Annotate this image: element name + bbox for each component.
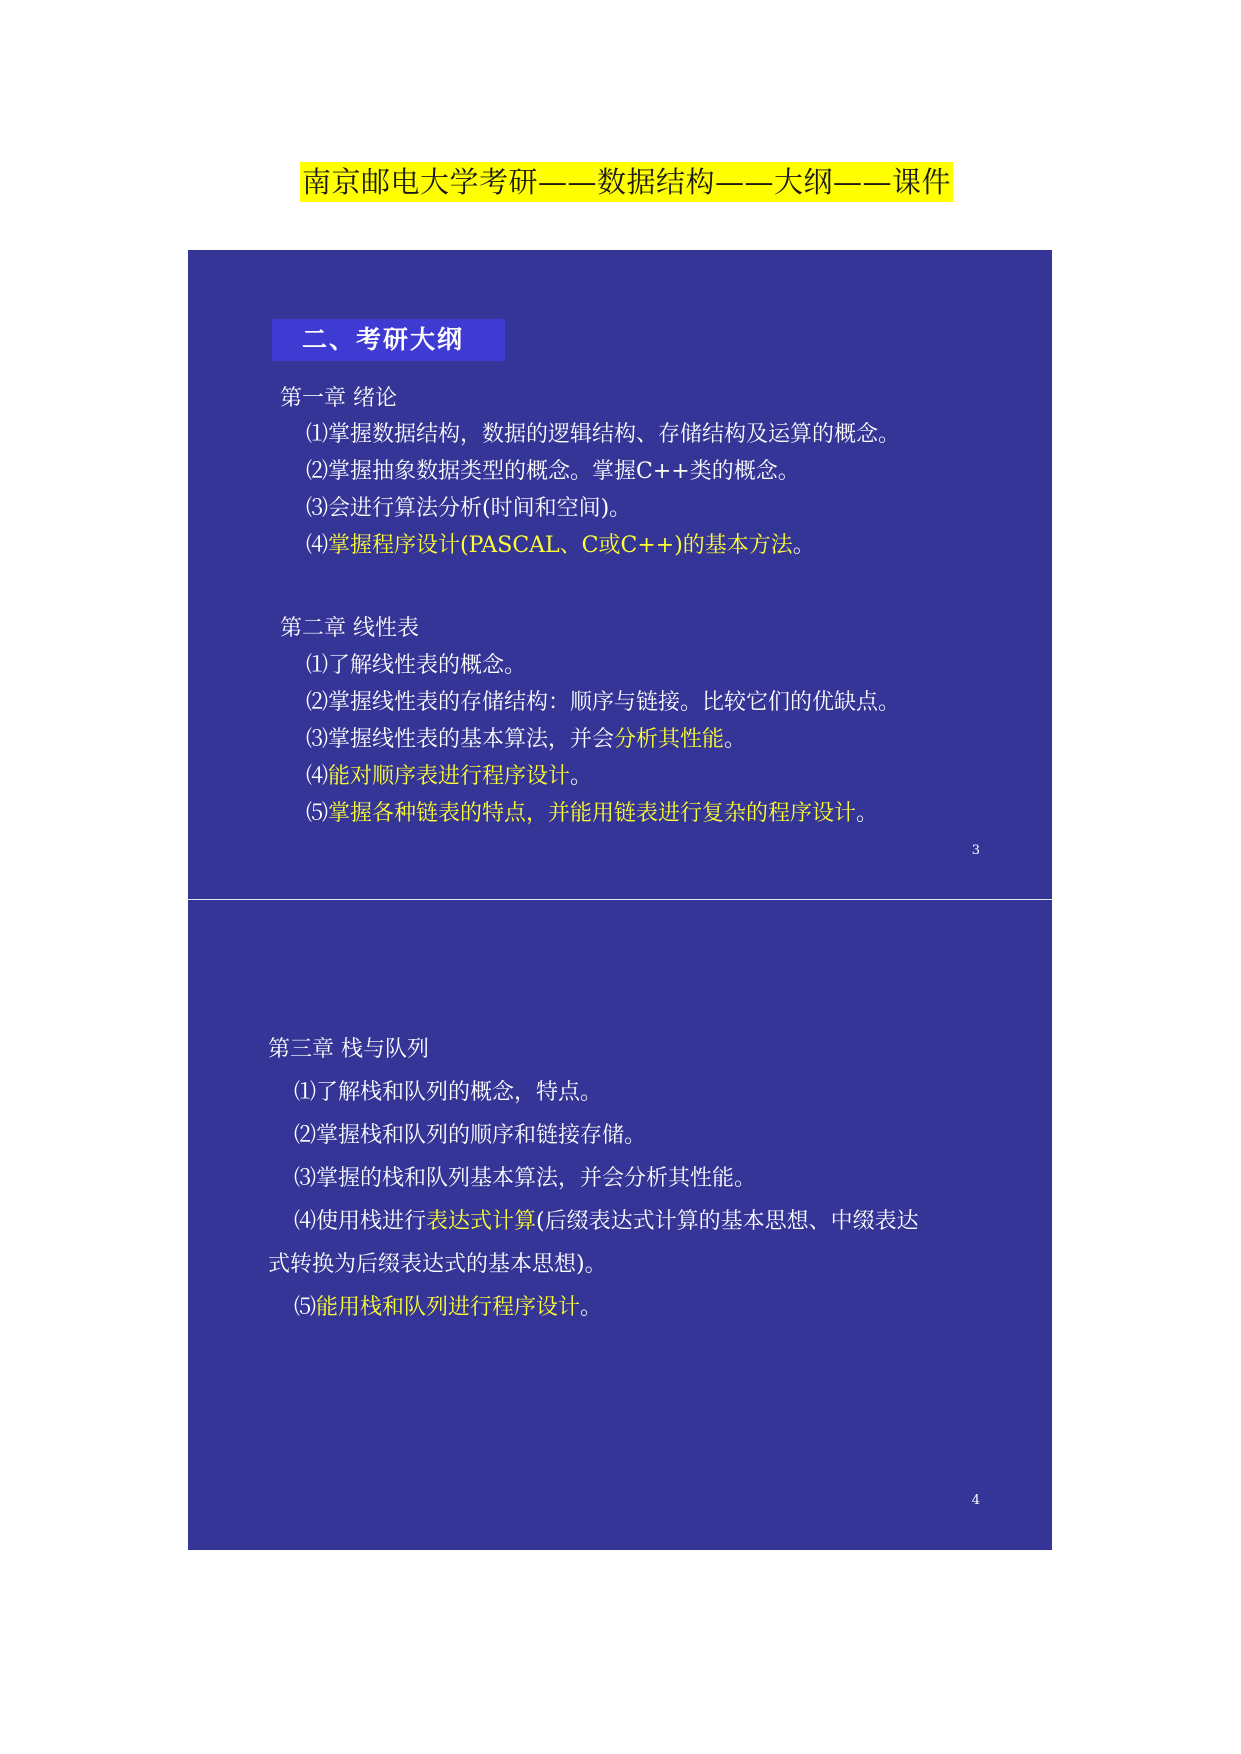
chapter-1-item-3: ⑶会进行算法分析(时间和空间)。 bbox=[306, 496, 632, 521]
chapter-2-item-5: ⑸掌握各种链表的特点，并能用链表进行复杂的程序设计。 bbox=[306, 801, 879, 826]
chapter-3-title: 第三章 栈与队列 bbox=[268, 1037, 429, 1062]
page-number: 4 bbox=[971, 1493, 980, 1508]
document-header-title: 南京邮电大学考研——数据结构——大纲——课件 bbox=[300, 162, 953, 202]
chapter-2-item-1: ⑴了解线性表的概念。 bbox=[306, 653, 527, 678]
chapter-1-title: 第一章 绪论 bbox=[280, 386, 397, 411]
chapter-1-item-1: ⑴掌握数据结构，数据的逻辑结构、存储结构及运算的概念。 bbox=[306, 422, 901, 447]
chapter-1-item-2: ⑵掌握抽象数据类型的概念。掌握C++类的概念。 bbox=[306, 459, 800, 484]
chapter-3-item-1: ⑴了解栈和队列的概念，特点。 bbox=[294, 1080, 603, 1105]
chapter-1-item-4: ⑷掌握程序设计(PASCAL、C或C++)的基本方法。 bbox=[306, 533, 815, 558]
chapter-3-item-5: ⑸能用栈和队列进行程序设计。 bbox=[294, 1295, 603, 1320]
page-number: 3 bbox=[971, 843, 980, 858]
chapter-2-title: 第二章 线性表 bbox=[280, 616, 419, 641]
slide-3 bbox=[188, 250, 1052, 900]
chapter-2-item-3: ⑶掌握线性表的基本算法，并会分析其性能。 bbox=[306, 727, 747, 752]
chapter-2-item-2: ⑵掌握线性表的存储结构：顺序与链接。比较它们的优缺点。 bbox=[306, 690, 901, 715]
chapter-3-item-2: ⑵掌握栈和队列的顺序和链接存储。 bbox=[294, 1123, 647, 1148]
chapter-3-item-4-continuation: 式转换为后缀表达式的基本思想)。 bbox=[268, 1252, 607, 1277]
chapter-2-item-4: ⑷能对顺序表进行程序设计。 bbox=[306, 764, 593, 789]
chapter-3-item-4: ⑷使用栈进行表达式计算(后缀表达式计算的基本思想、中缀表达 bbox=[294, 1209, 919, 1234]
chapter-3-item-3: ⑶掌握的栈和队列基本算法，并会分析其性能。 bbox=[294, 1166, 757, 1191]
slide-4 bbox=[188, 900, 1052, 1550]
section-banner: 二、考研大纲 bbox=[272, 319, 505, 361]
